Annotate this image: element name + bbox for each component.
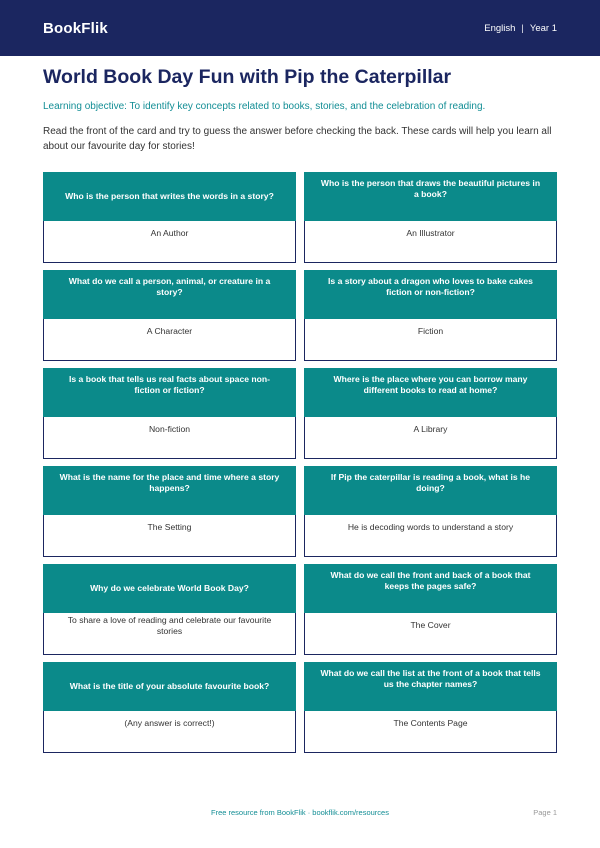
card-back: A Library bbox=[304, 417, 557, 459]
card-front: Who is the person that writes the words in a story? bbox=[43, 172, 296, 221]
card-front: Who is the person that draws the beautiful pictures in a book? bbox=[304, 172, 557, 221]
brand-logo: BookFlik bbox=[43, 19, 108, 37]
card-back: The Setting bbox=[43, 515, 296, 557]
meta-separator: | bbox=[521, 22, 524, 34]
card-back: The Contents Page bbox=[304, 711, 557, 753]
page-title: World Book Day Fun with Pip the Caterpillar bbox=[43, 66, 452, 88]
flashcard bbox=[43, 270, 296, 361]
card-back: He is decoding words to understand a story bbox=[304, 515, 557, 557]
card-front: What is the name for the place and time where a story happens? bbox=[43, 466, 296, 515]
flashcard bbox=[304, 172, 557, 263]
card-front: What do we call the list at the front of a book that tells us the chapter names? bbox=[304, 662, 557, 711]
card-front: Is a story about a dragon who loves to bake cakes fiction or non-fiction? bbox=[304, 270, 557, 319]
subject-year bbox=[484, 23, 557, 34]
card-back: To share a love of reading and celebrate our favourite stories bbox=[43, 613, 296, 655]
card-back: Fiction bbox=[304, 319, 557, 361]
card-back: (Any answer is correct!) bbox=[43, 711, 296, 753]
card-front: What is the title of your absolute favourite book? bbox=[43, 662, 296, 711]
learning-objective: Learning objective: To identify key concepts related to books, stories, and the celebration of reading. bbox=[43, 101, 486, 112]
flashcard bbox=[43, 466, 296, 557]
flashcard bbox=[304, 368, 557, 459]
card-front: What do we call a person, animal, or creature in a story? bbox=[43, 270, 296, 319]
card-back: An Author bbox=[43, 221, 296, 263]
subject-label: English bbox=[484, 22, 516, 34]
flashcard bbox=[43, 368, 296, 459]
card-back: The Cover bbox=[304, 613, 557, 655]
card-front: Where is the place where you can borrow many different books to read at home? bbox=[304, 368, 557, 417]
flashcard bbox=[43, 564, 296, 655]
header-bar bbox=[0, 0, 600, 56]
card-back: A Character bbox=[43, 319, 296, 361]
year-label: Year 1 bbox=[529, 22, 557, 34]
flashcard bbox=[304, 564, 557, 655]
resource-link[interactable]: Free resource from BookFlik · bookflik.com/resources bbox=[211, 808, 389, 817]
flashcard bbox=[43, 172, 296, 263]
flashcard-grid bbox=[43, 172, 557, 753]
card-front: If Pip the caterpillar is reading a book, what is he doing? bbox=[304, 466, 557, 515]
page-number: Page 1 bbox=[533, 808, 557, 817]
flashcard bbox=[304, 662, 557, 753]
flashcard bbox=[43, 662, 296, 753]
footer bbox=[0, 808, 600, 820]
flashcard bbox=[304, 270, 557, 361]
card-back: Non-fiction bbox=[43, 417, 296, 459]
card-front: Why do we celebrate World Book Day? bbox=[43, 564, 296, 613]
card-back: An Illustrator bbox=[304, 221, 557, 263]
card-front: Is a book that tells us real facts about space non-fiction or fiction? bbox=[43, 368, 296, 417]
flashcard bbox=[304, 466, 557, 557]
card-front: What do we call the front and back of a book that keeps the pages safe? bbox=[304, 564, 557, 613]
intro-text: Read the front of the card and try to guess the answer before checking the back. These cards will help you learn all about our favourite day for stories! bbox=[43, 126, 552, 152]
